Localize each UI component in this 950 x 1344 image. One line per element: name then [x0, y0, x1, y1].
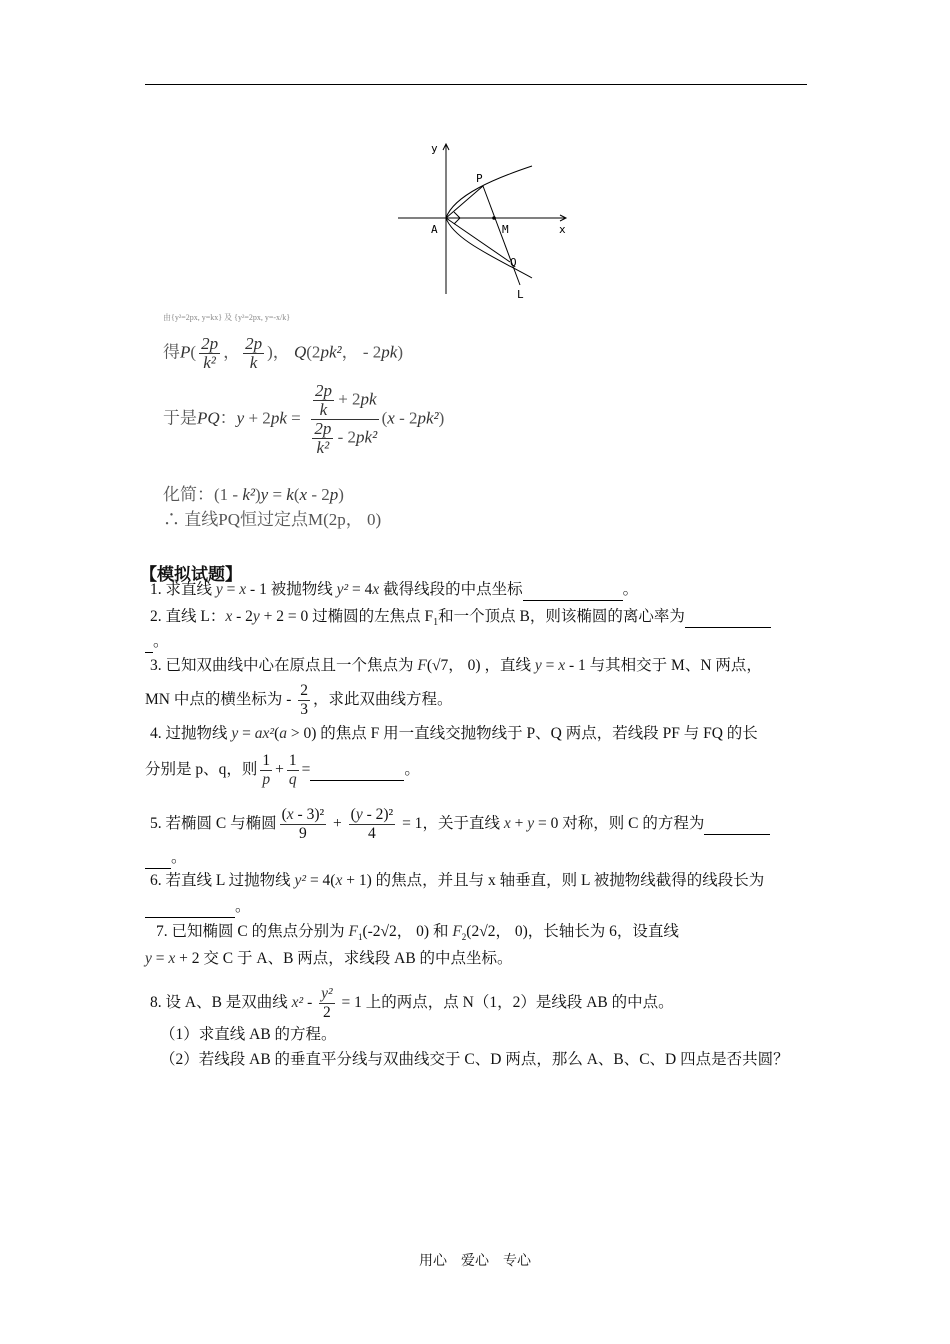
derivation-line-1: 得P( $\frac{2p}{\text{k²}}$ ， $\frac{2p}{k}$ )， Q(2pk²， - 2pk): [163, 334, 403, 372]
header-rule: [145, 84, 807, 85]
label-x: x: [559, 223, 566, 236]
problem-8-part-2: （2）若线段 AB 的垂直平分线与双曲线交于 C、D 两点，那么 A、B、C、D 四点是否共圆？: [160, 1051, 789, 1068]
label-p: P: [476, 172, 483, 185]
derivation-line-3: 化简：(1 - k²)y = k(x - 2p): [163, 485, 344, 504]
problem-5-cont: 。: [145, 848, 187, 869]
line-ap: [446, 186, 483, 218]
problem-3-cont: MN 中点的横坐标为 - $\frac{2}{3}$ ，求此双曲线方程。: [145, 682, 453, 718]
problem-2: 2. 直线 L：x - 2y + 2 = 0 过椭圆的左焦点 $F_1$和一个顶点 B，则该椭圆的离心率为: [150, 607, 771, 633]
derivation-line-4: ∴ 直线PQ恒过定点M(2p， 0): [163, 510, 382, 529]
label-m: M: [502, 223, 509, 236]
label-a: A: [431, 223, 438, 236]
parabola-curve: [446, 166, 532, 278]
label-l: L: [517, 288, 524, 301]
label-y: y: [431, 142, 438, 155]
problem-5: 5. 若椭圆 C 与椭圆 $\frac{\text{(x - 3)²}}{9}$ + $\frac{\text{(y - 2)²}}{4}$ = 1，关于直线 x + y = 0 对称，则 C 的方程为: [150, 806, 770, 843]
problem-8: 8. 设 A、B 是双曲线 x² - $\frac{\text{y²}}{2}$ = 1 上的两点，点 N（1，2）是线段 AB 的中点。: [150, 985, 674, 1021]
problem-6: 6. 若直线 L 过抛物线 y² = 4(x + 1) 的焦点，并且与 x 轴垂直，则 L 被抛物线截得的线段长为: [150, 872, 765, 889]
problem-7-cont: y = x + 2 交 C 于 A、B 两点，求线段 AB 的中点坐标。: [145, 950, 513, 967]
problem-8-part-1: （1）求直线 AB 的方程。: [160, 1026, 337, 1043]
derivation-line-2: 于是PQ：y + 2pk = $\frac{2p}{k}$ + 2pk $\frac{2p}{\text{k²}}$ - 2pk² (x - 2pk²): [163, 381, 445, 457]
page-footer: 用心 爱心 专心: [419, 1253, 531, 1269]
problem-7: 7. 已知椭圆 C 的焦点分别为 $F_1(-2√2$， 0) 和 $F_2(2√2$， 0)，长轴长为 6，设直线: [156, 923, 679, 943]
condition-text: 由{y²=2px, y=kx} 及 {y²=2px, y=-x/k}: [163, 313, 291, 322]
section-title: 【模拟试题】: [140, 565, 242, 585]
problem-6-cont: 。: [145, 897, 251, 918]
label-q: Q: [510, 256, 517, 269]
problem-4: 4. 过抛物线 y = ax²(a > 0) 的焦点 F 用一直线交抛物线于 P、Q 两点，若线段 PF 与 FQ 的长: [150, 725, 758, 742]
problem-1: 1. 求直线 y = x - 1 被抛物线 y² = 4x 截得线段的中点坐标 。: [150, 580, 638, 601]
problem-3: 3. 已知双曲线中心在原点且一个焦点为 F(√7， 0) ，直线 y = x - 1 与其相交于 M、N 两点，: [150, 657, 762, 674]
point-m: [492, 216, 496, 220]
parabola-diagram: [396, 140, 576, 305]
problem-4-cont: 分别是 p、q，则 $\frac{1}{p}$ + $\frac{1}{q}$ = 。: [145, 752, 420, 788]
problem-2-cont: 。: [145, 632, 169, 653]
line-aq: [446, 218, 510, 262]
